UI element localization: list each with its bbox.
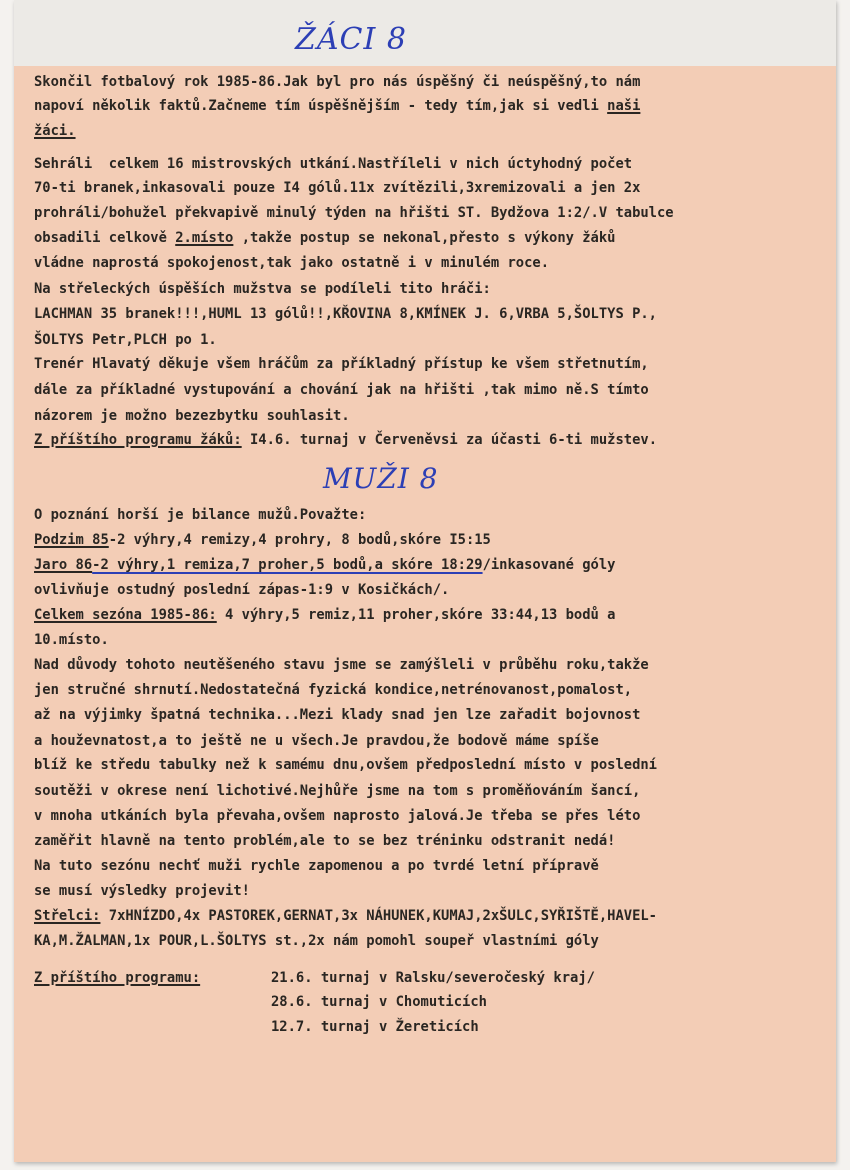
text-segment: 7xHNÍZDO,4x PASTOREK,GERNAT,3x NÁHUNEK,KUMAJ,2xŠULC,SYŘIŠTĚ,HAVEL- bbox=[100, 908, 657, 924]
program-item: 12.7. turnaj v Žereticích bbox=[271, 1019, 479, 1035]
text-line: Na střeleckých úspěších mužstva se podíleli tito hráči: bbox=[34, 281, 491, 297]
text-segment: obsadili celkově bbox=[34, 230, 167, 246]
text-line: v mnoha utkáních byla převaha,ovšem naprosto jalová.Je třeba se přes léto bbox=[34, 808, 641, 824]
text-line: Na tuto sezónu nechť muži rychle zapomenou a po tvrdé letní přípravě bbox=[34, 858, 599, 874]
underlined-text: Celkem sezóna 1985-86: bbox=[34, 607, 217, 623]
underlined-text: Z příštího programu žáků: bbox=[34, 432, 242, 448]
underlined-text: Střelci: bbox=[34, 908, 101, 924]
text-segment: ,takže postup se nekonal,přesto s výkony žáků bbox=[241, 230, 616, 246]
text-segment: -2 výhry,4 remizy,4 prohry, 8 bodů,skóre I5:15 bbox=[108, 532, 491, 548]
underlined-text: naši bbox=[607, 98, 641, 114]
text-line: KA,M.ŽALMAN,1x POUR,L.ŠOLTYS st.,2x nám pomohl soupeř vlastními góly bbox=[34, 933, 599, 949]
text-segment: I4.6. turnaj v Červeněvsi za účasti 6-ti mužstev. bbox=[249, 432, 657, 448]
heading-muzi: MUŽI 8 bbox=[323, 462, 439, 495]
text-line: ŠOLTYS Petr,PLCH po 1. bbox=[34, 332, 217, 348]
text-line bbox=[34, 232, 615, 246]
text-line: názorem je možno bezezbytku souhlasit. bbox=[34, 408, 350, 424]
text-line bbox=[34, 609, 615, 623]
program-item: 28.6. turnaj v Chomuticích bbox=[271, 994, 487, 1010]
underlined-text: Z příštího programu: bbox=[34, 970, 201, 986]
text-line bbox=[34, 534, 491, 548]
text-line: Trenér Hlavatý děkuje všem hráčům za příkladný přístup ke všem střetnutím, bbox=[34, 356, 649, 372]
text-segment: /inkasované góly bbox=[482, 557, 616, 573]
text-line bbox=[34, 972, 200, 986]
text-line: Sehráli celkem 16 mistrovských utkání.Nastříleli v nich úctyhodný počet bbox=[34, 156, 633, 172]
document-sheet bbox=[14, 0, 836, 1162]
underlined-text: 2.místo bbox=[175, 230, 234, 246]
pen-underlined-text: -2 výhry,1 remiza,7 proher,5 bodů,a skóre 18:29 bbox=[92, 557, 483, 573]
text-line: prohráli/bohužel překvapivě minulý týden na hřišti ST. Bydžova 1:2/.V tabulce bbox=[34, 205, 674, 221]
text-line: zaměřit hlavně na tento problém,ale to se bez tréninku odstranit nedá! bbox=[34, 833, 616, 849]
text-line: vládne naprostá spokojenost,tak jako ostatně i v minulém roce. bbox=[34, 255, 549, 271]
text-line: až na výjimky špatná technika...Mezi klady snad jen lze zařadit bojovnost bbox=[34, 707, 641, 723]
text-line: jen stručné shrnutí.Nedostatečná fyzická kondice,netrénovanost,pomalost, bbox=[34, 682, 633, 698]
heading-zaci: ŽÁCI 8 bbox=[295, 22, 407, 57]
text-line: a houževnatost,a to ještě ne u všech.Je pravdou,že bodově máme spíše bbox=[34, 733, 599, 749]
text-line: se musí výsledky projevit! bbox=[34, 883, 250, 899]
text-line: blíž ke středu tabulky než k samému dnu,ovšem předposlední místo v poslední bbox=[34, 757, 657, 773]
underlined-text: žáci. bbox=[34, 123, 76, 139]
text-line: dále za příkladné vystupování a chování jak na hřišti ,tak mimo ně.S tímto bbox=[34, 382, 649, 398]
text-line bbox=[34, 100, 640, 114]
text-line bbox=[34, 434, 657, 448]
text-line bbox=[34, 910, 657, 924]
paper-top-band bbox=[14, 0, 836, 66]
underlined-text: Podzim 85 bbox=[34, 532, 109, 548]
text-line: 70-ti branek,inkasovali pouze I4 gólů.11x zvítězili,3xremizovali a jen 2x bbox=[34, 180, 641, 196]
text-line: ovlivňuje ostudný poslední zápas-1:9 v Kosičkách/. bbox=[34, 582, 450, 598]
text-line: O poznání horší je bilance mužů.Považte: bbox=[34, 507, 367, 523]
text-segment: napoví několik faktů.Začneme tím úspěšnějším - tedy tím,jak si vedli bbox=[34, 98, 599, 114]
text-segment: 4 výhry,5 remiz,11 proher,skóre 33:44,13 bodů a bbox=[216, 607, 616, 623]
text-line bbox=[34, 125, 76, 139]
text-line: 10.místo. bbox=[34, 632, 109, 648]
text-line: Nad důvody tohoto neutěšeného stavu jsme se zamýšleli v průběhu roku,takže bbox=[34, 657, 649, 673]
text-line: LACHMAN 35 branek!!!,HUML 13 gólů!!,KŘOVINA 8,KMÍNEK J. 6,VRBA 5,ŠOLTYS P., bbox=[34, 306, 657, 322]
text-line bbox=[34, 559, 615, 573]
text-line: soutěži v okrese není lichotivé.Nejhůře jsme na tom s proměňováním šancí, bbox=[34, 783, 641, 799]
text-line: Skončil fotbalový rok 1985-86.Jak byl pro nás úspěšný či neúspěšný,to nám bbox=[34, 74, 641, 90]
program-item: 21.6. turnaj v Ralsku/severočeský kraj/ bbox=[271, 970, 595, 986]
underlined-text: Jaro 86 bbox=[34, 557, 93, 573]
